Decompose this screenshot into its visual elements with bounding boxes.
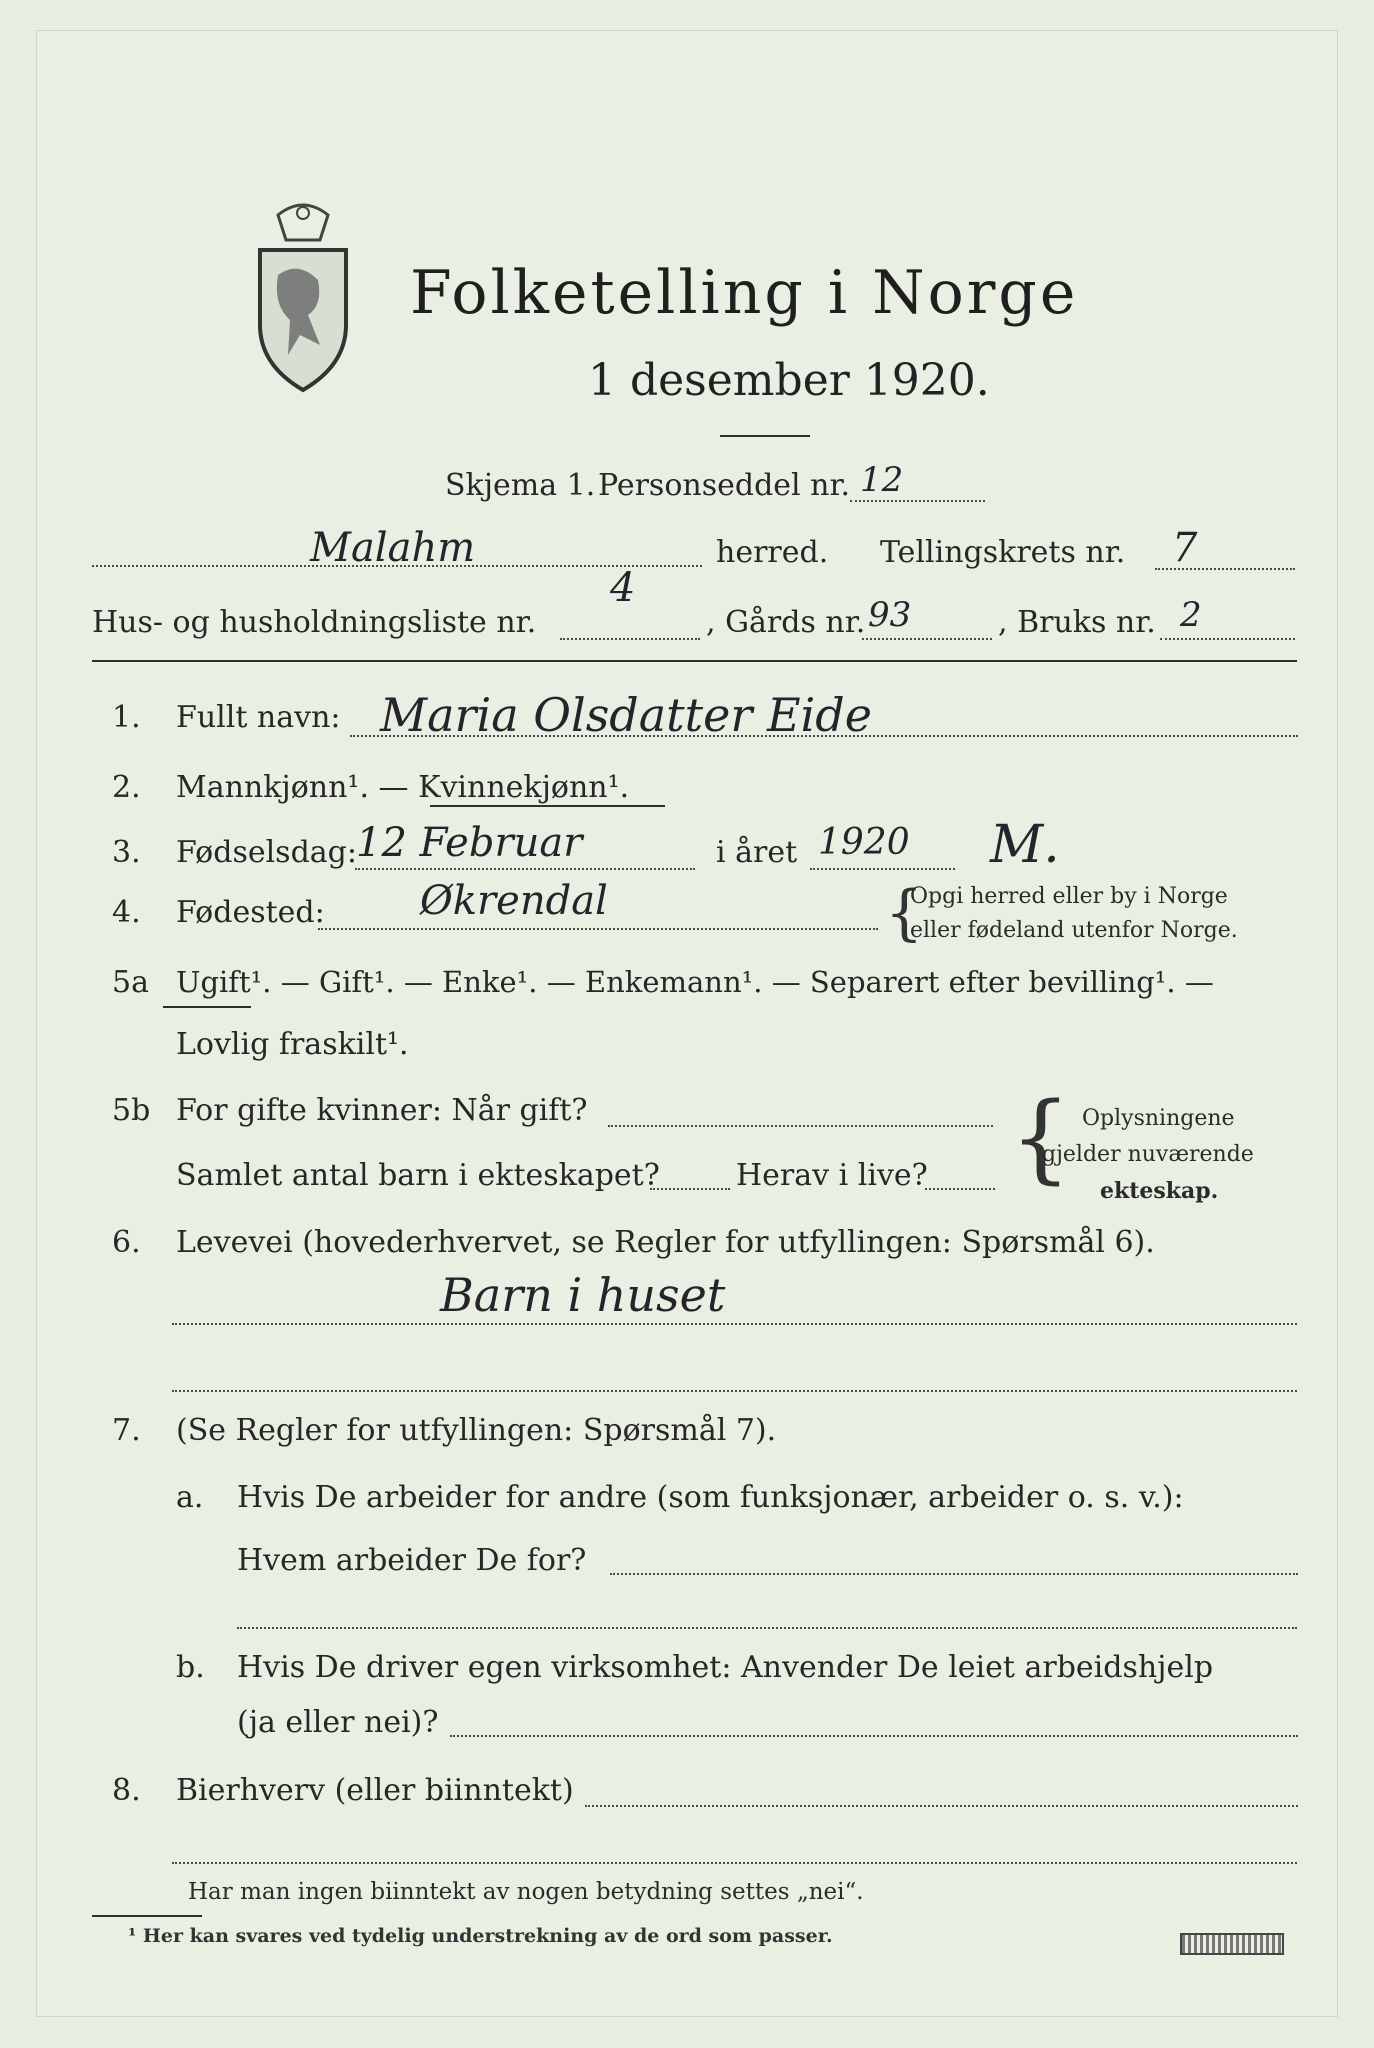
title-divider: [720, 435, 810, 437]
q7b-letter: b.: [176, 1650, 205, 1685]
q5b-note-1: Oplysningene: [1082, 1106, 1235, 1131]
gards-label: , Gårds nr.: [706, 605, 866, 640]
birthplace-value[interactable]: Økrendal: [420, 878, 608, 924]
hus-value[interactable]: 4: [610, 565, 636, 611]
q6-number: 6.: [112, 1225, 141, 1260]
q1-number: 1.: [112, 700, 141, 735]
q4-note-2: eller fødeland utenfor Norge.: [910, 918, 1238, 943]
birth-day-value[interactable]: 12 Februar: [356, 820, 583, 866]
kvinnekjonn-underline: [430, 805, 665, 807]
q2-number: 2.: [112, 770, 141, 805]
header-separator: [92, 660, 1297, 662]
q7a-label: Hvis De arbeider for andre (som funksjonær, arbeider o. s. v.):: [237, 1480, 1184, 1515]
q5b-when-line: [608, 1125, 993, 1127]
gards-line: [862, 638, 992, 640]
q8-label: Bierhverv (eller biinntekt): [176, 1773, 574, 1808]
q5b-note-2: gjelder nuværende: [1042, 1142, 1254, 1167]
sex-options[interactable]: Mannkjønn¹. — Kvinnekjønn¹.: [176, 770, 630, 805]
personseddel-line: [850, 500, 985, 502]
q4-number: 4.: [112, 895, 141, 930]
q7-label: (Se Regler for utfyllingen: Spørsmål 7).: [176, 1413, 777, 1448]
q8-line-2: [172, 1862, 1297, 1864]
birth-mark: M.: [990, 815, 1060, 875]
q8-note: Har man ingen biinntekt av nogen betydning settes „nei“.: [188, 1879, 864, 1905]
q3-number: 3.: [112, 835, 141, 870]
gards-value[interactable]: 93: [868, 595, 912, 635]
q4-note-1: Opgi herred eller by i Norge: [910, 884, 1228, 909]
q3-year-label: i året: [716, 835, 798, 870]
q7-number: 7.: [112, 1413, 141, 1448]
bruks-label: , Bruks nr.: [998, 605, 1156, 640]
q7a-letter: a.: [176, 1480, 204, 1515]
q7b-label-2: (ja eller nei)?: [237, 1705, 439, 1740]
herred-value[interactable]: Malahm: [310, 525, 476, 571]
hus-line: [560, 638, 700, 640]
footnote: ¹ Her kan svares ved tydelig understrekning av de ord som passer.: [128, 1925, 833, 1947]
q6-line-2: [172, 1390, 1297, 1392]
census-date: 1 desember 1920.: [588, 355, 990, 406]
skjema-label: Skjema 1.: [445, 468, 596, 503]
q7a-line-1: [610, 1573, 1298, 1575]
bruks-value[interactable]: 2: [1180, 595, 1202, 635]
q7b-label: Hvis De driver egen virksomhet: Anvender De leiet arbeidshjelp: [237, 1650, 1214, 1685]
birth-year-value[interactable]: 1920: [818, 822, 910, 863]
q5b-alive-line: [925, 1188, 995, 1190]
printer-stamp: [1180, 1933, 1284, 1955]
herred-label: herred.: [716, 535, 829, 570]
q6-line-1: [172, 1323, 1297, 1325]
q8-number: 8.: [112, 1773, 141, 1808]
norwegian-lion-shield-icon: [248, 195, 358, 395]
bruks-line: [1160, 638, 1295, 640]
hus-label: Hus- og husholdningsliste nr.: [92, 605, 537, 640]
marital-status-options[interactable]: Ugift¹. — Gift¹. — Enke¹. — Enkemann¹. — Separert efter bevilling¹. —: [176, 965, 1214, 999]
personseddel-value[interactable]: 12: [860, 460, 904, 500]
q3-year-line: [810, 868, 955, 870]
full-name-value[interactable]: Maria Olsdatter Eide: [380, 688, 872, 742]
footnote-divider: [92, 1915, 202, 1917]
q5b-label-3: Herav i live?: [736, 1158, 928, 1193]
q5b-label: For gifte kvinner: Når gift?: [176, 1093, 588, 1128]
q3-label: Fødselsdag:: [176, 835, 357, 870]
q4-line: [318, 928, 878, 930]
q5b-number: 5b: [112, 1093, 151, 1128]
tellingskrets-label: Tellingskrets nr.: [880, 535, 1126, 570]
ugift-underline: [163, 1006, 251, 1008]
personseddel-label: Personseddel nr.: [598, 468, 851, 503]
form-title: Folketelling i Norge: [410, 258, 1079, 328]
q5b-children-line: [650, 1188, 730, 1190]
occupation-value[interactable]: Barn i huset: [440, 1268, 726, 1322]
q7b-line: [450, 1735, 1298, 1737]
q8-line-1: [585, 1805, 1298, 1807]
marital-status-options-2[interactable]: Lovlig fraskilt¹.: [176, 1027, 409, 1062]
q5a-number: 5a: [112, 965, 149, 1000]
q3-day-line: [355, 868, 695, 870]
q4-brace: {: [885, 878, 924, 948]
q7a-line-2: [237, 1627, 1297, 1629]
q6-label: Levevei (hovederhvervet, se Regler for utfyllingen: Spørsmål 6).: [176, 1225, 1155, 1260]
q7a-label-2: Hvem arbeider De for?: [237, 1543, 587, 1578]
q4-label: Fødested:: [176, 895, 325, 930]
q1-label: Fullt navn:: [176, 700, 341, 735]
tellingskrets-value[interactable]: 7: [1172, 525, 1198, 571]
q5b-label-2: Samlet antal barn i ekteskapet?: [176, 1158, 660, 1193]
form-paper: [36, 30, 1338, 2017]
q5b-note-3: ekteskap.: [1100, 1178, 1219, 1204]
q5b-brace: {: [1010, 1082, 1072, 1194]
